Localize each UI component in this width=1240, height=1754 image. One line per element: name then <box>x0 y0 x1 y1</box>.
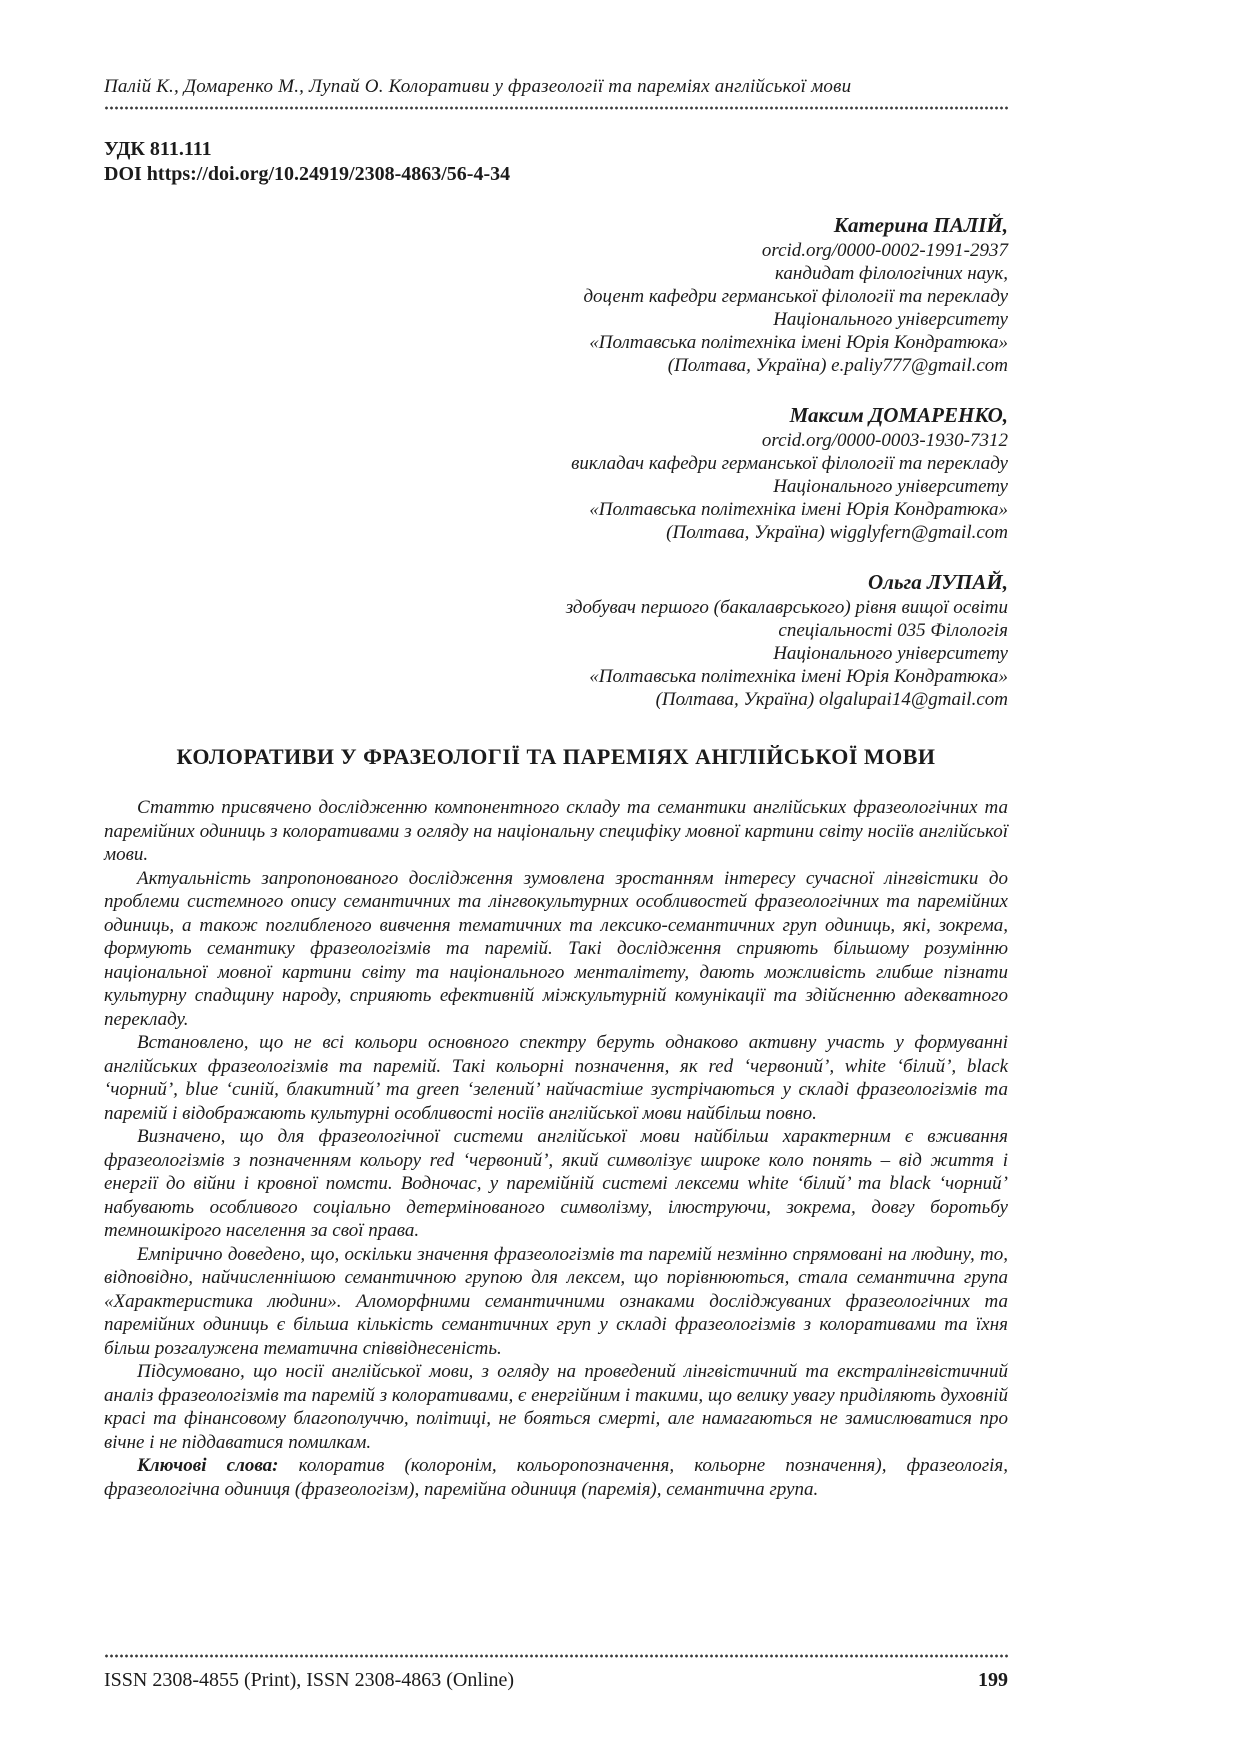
author-affiliation-line: доцент кафедри германської філології та перекладу <box>583 286 1008 307</box>
author-block-3 <box>104 569 1008 711</box>
page-header <box>104 76 1008 110</box>
author-affiliation-line: «Полтавська політехніка імені Юрія Кондратюка» <box>589 666 1008 687</box>
author-location-email: (Полтава, Україна) wigglyfern@gmail.com <box>666 522 1008 543</box>
author-affiliation-line: «Полтавська політехніка імені Юрія Кондратюка» <box>589 499 1008 520</box>
page-footer <box>104 1654 1008 1692</box>
header-dotted-rule <box>104 106 1008 110</box>
author-affiliation-line: «Полтавська політехніка імені Юрія Кондратюка» <box>589 332 1008 353</box>
keywords-paragraph <box>104 1454 1008 1501</box>
keywords-text: колоратив (колоронім, кольоропозначення, кольорне позначення), фразеологія, фразеологічна одиниця (фразеологізм), паремійна одиниця (паремія), семантична група. <box>104 1455 1008 1500</box>
article-meta <box>104 137 1008 187</box>
author-block-1 <box>104 212 1008 377</box>
author-block-2 <box>104 402 1008 544</box>
abstract-paragraph: Актуальність запропонованого дослідження зумовлена зростанням інтересу сучасної лінгвістики до проблеми системного опису семантичних та лінгвокультурних особливостей фразеологічних та паремійних одиниць, а також поглибленого вивчення тематичних та лексико-семантичних груп одиниць, які, зокрема, формують семантику фразеологізмів та паремій. Такі дослідження сприяють більшому розумінню національної мовної картини світу та національного менталітету, дають можливість глибше пізнати культурну спадщину народу, сприяють ефективній міжкультурній комунікації та здійсненню адекватного перекладу. <box>104 867 1008 1030</box>
author-name: Ольга ЛУПАЙ, <box>868 570 1008 594</box>
footer-row <box>104 1668 1008 1692</box>
abstract-paragraph: Встановлено, що не всі кольори основного спектру беруть однаково активну участь у формуванні англійських фразеологізмів та паремій. Такі кольорні позначення, як red ‘червоний’, white ‘білий’, black ‘чорний’, blue ‘синій, блакитний’ та green ‘зелений’ найчастіше зустрічаються у складі фразеологізмів та паремій і відображають культурні особливості носіїв англійської мови найбільш повно. <box>104 1032 1008 1124</box>
running-head: Палій К., Домаренко М., Лупай О. Колоративи у фразеології та пареміях англійської мови <box>104 76 852 97</box>
author-orcid: orcid.org/0000-0002-1991-2937 <box>761 240 1008 261</box>
author-affiliation-line: Національного університету <box>773 476 1008 497</box>
author-location-email: (Полтава, Україна) olgalupai14@gmail.com <box>655 689 1008 710</box>
abstract-paragraph: Статтю присвячено дослідженню компонентного складу та семантики англійських фразеологічних та паремійних одиниць з колоративами з огляду на національну специфіку мовної картини світу носіїв англійської мови. <box>104 797 1008 865</box>
author-affiliation-line: спеціальності 035 Філологія <box>778 620 1008 641</box>
abstract-paragraph: Визначено, що для фразеологічної системи англійської мови найбільш характерним є вживання фразеологізмів з позначенням кольору red ‘червоний’, який символізує широке коло понять – від життя і енергії до війни і кровної помсти. Водночас, у паремійній системі лексеми white ‘білий’ та black ‘чорний’ набувають особливого соціально детермінованого символізму, ілюструючи, зокрема, довгу боротьбу темношкірого населення за свої права. <box>104 1126 1008 1241</box>
author-affiliation-line: викладач кафедри германської філології та перекладу <box>571 453 1008 474</box>
abstract-section <box>104 796 1008 1501</box>
abstract-paragraph: Підсумовано, що носії англійської мови, з огляду на проведений лінгвістичний та екстралінгвістичний аналіз фразеологізмів та паремій з колоративами, є енергійним і такими, що велику увагу приділяють духовній красі та фінансовому благополуччю, політиці, не бояться смерті, але намагаються не замислюватися про вічне і не піддаватися помилкам. <box>104 1361 1008 1453</box>
authors-section <box>104 212 1008 711</box>
keywords-label: Ключові слова: <box>137 1455 279 1476</box>
author-orcid: orcid.org/0000-0003-1930-7312 <box>761 430 1008 451</box>
page-number: 199 <box>978 1669 1008 1691</box>
footer-dotted-rule <box>104 1654 1008 1658</box>
doi-line: DOI https://doi.org/10.24919/2308-4863/56-4-34 <box>104 163 511 185</box>
author-affiliation-line: здобувач першого (бакалаврського) рівня вищої освіти <box>565 597 1008 618</box>
author-affiliation-line: Національного університету <box>773 643 1008 664</box>
author-affiliation-line: кандидат філологічних наук, <box>775 263 1008 284</box>
author-name: Катерина ПАЛІЙ, <box>833 213 1008 237</box>
udc-number: УДК 811.111 <box>104 138 212 160</box>
issn-line: ISSN 2308-4855 (Print), ISSN 2308-4863 (Online) <box>104 1669 514 1691</box>
author-name: Максим ДОМАРЕНКО, <box>789 403 1008 427</box>
author-location-email: (Полтава, Україна) e.paliy777@gmail.com <box>667 355 1008 376</box>
author-affiliation-line: Національного університету <box>773 309 1008 330</box>
article-title: КОЛОРАТИВИ У ФРАЗЕОЛОГІЇ ТА ПАРЕМІЯХ АНГЛІЙСЬКОЇ МОВИ <box>176 744 936 769</box>
abstract-paragraph: Емпірично доведено, що, оскільки значення фразеологізмів та паремій незмінно спрямовані на людину, то, відповідно, найчисленнішою семантичною групою для лексем, що порівнюються, стала семантична група «Характеристика людини». Аломорфними семантичними ознаками досліджуваних фразеологічних та паремійних одиниць є більша кількість семантичних груп у складі фразеологізмів з колоративами та їхня більш розгалужена тематична співвіднесеність. <box>104 1243 1008 1359</box>
